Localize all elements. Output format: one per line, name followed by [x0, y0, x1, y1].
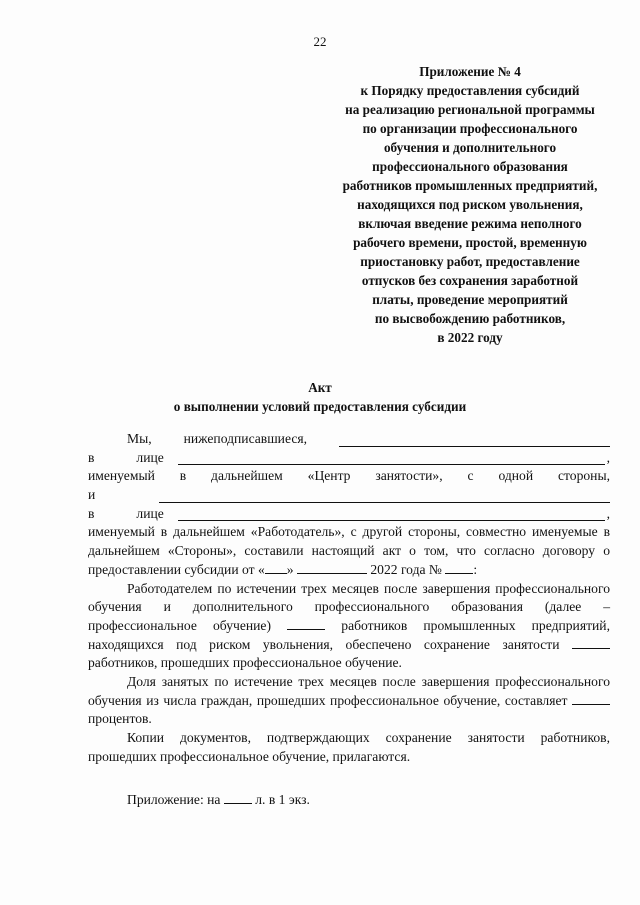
person-word: лице	[136, 505, 164, 521]
appendix-line: Приложение № 4	[419, 64, 521, 79]
named-word: занятости»,	[375, 468, 443, 484]
person-word: лице	[136, 449, 164, 465]
comma: ,	[606, 449, 610, 465]
appendix-line: профессионального образования	[372, 159, 568, 174]
act-body	[88, 430, 610, 809]
attachment-copies: л. в 1 экз.	[255, 791, 310, 807]
in-word: в	[88, 505, 95, 521]
employer-representative-blank[interactable]	[178, 506, 605, 521]
signatories-row	[88, 430, 610, 449]
employment-paragraph	[88, 580, 610, 674]
employment-text-mid: работников промышленных предприятий, находящихся под риском увольнения, обеспечено сохранение занятости	[88, 617, 610, 652]
pages-count-blank[interactable]	[224, 791, 252, 804]
named-word: именуемый	[88, 468, 155, 484]
named-word: одной	[498, 468, 534, 484]
year-text: 2022 года №	[370, 561, 442, 577]
appendix-line: приостановку работ, предоставление	[360, 254, 580, 269]
act-title-block	[0, 378, 640, 416]
center-representative-blank[interactable]	[178, 450, 605, 465]
named-word: с	[467, 468, 474, 484]
undersigned-word: нижеподписавшиеся,	[183, 430, 308, 446]
retained-workers-count-blank[interactable]	[572, 636, 610, 649]
trained-workers-count-blank[interactable]	[287, 617, 325, 630]
colon: :	[473, 561, 478, 577]
act-subtitle: о выполнении условий предоставления субсидии	[173, 399, 467, 414]
appendix-line: рабочего времени, простой, временную	[353, 235, 587, 250]
attachment-text: Приложение: на	[127, 791, 221, 807]
employer-name-row	[88, 486, 610, 505]
appendix-line: на реализацию региональной программы	[345, 102, 595, 117]
center-named-row	[88, 467, 610, 486]
percent-word: процентов.	[88, 711, 152, 727]
we-word: Мы,	[127, 430, 152, 446]
quote-close: »	[286, 561, 294, 577]
comma: ,	[606, 505, 610, 521]
share-text: Доля занятых по истечение трех месяцев после завершения профессионального обучения из числа граждан, прошедших профессиональное обучение, составляет	[88, 674, 610, 708]
named-word: стороны,	[557, 468, 610, 484]
agreement-number-blank[interactable]	[445, 561, 473, 574]
employment-text-end: работников, прошедших профессиональное обучение.	[88, 655, 402, 671]
percent-blank[interactable]	[572, 692, 610, 705]
share-paragraph	[88, 673, 610, 729]
page-number: 22	[313, 34, 327, 49]
documents-paragraph: Копии документов, подтверждающих сохранение занятости работников, прошедших профессиональное обучение, прилагаются.	[88, 730, 610, 764]
appendix-line: обучения и дополнительного	[383, 140, 557, 155]
named-word: «Центр	[307, 468, 351, 484]
appendix-line: находящихся под риском увольнения,	[357, 197, 583, 212]
appendix-line: в 2022 году	[437, 330, 503, 345]
appendix-line: по организации профессионального	[362, 121, 578, 136]
agreement-text: именуемый в дальнейшем «Работодатель», с другой стороны, совместно именуемые в дальнейшем «Стороны», составили настоящий акт о том, что согласно договору о предоставлении субсидии от «	[88, 524, 610, 577]
center-representative-row	[88, 449, 610, 468]
in-word: в	[88, 449, 95, 465]
appendix-line: к Порядку предоставления субсидий	[360, 83, 580, 98]
appendix-line: работников промышленных предприятий,	[342, 178, 598, 193]
appendix-header	[320, 62, 620, 347]
day-blank[interactable]	[265, 561, 287, 574]
act-title: Акт	[308, 380, 332, 395]
employer-name-blank[interactable]	[159, 488, 610, 503]
attachment-line	[88, 791, 610, 810]
appendix-line: по высвобождению работников,	[374, 311, 566, 326]
agreement-paragraph	[88, 523, 610, 579]
appendix-line: включая введение режима неполного	[358, 216, 582, 231]
employment-text-start: Работодателем по истечении трех месяцев после завершения профессионального обучения и дополнительного профессионального образования (далее – профессиональное обучение)	[88, 580, 610, 633]
named-word: в	[179, 468, 187, 484]
month-blank[interactable]	[297, 561, 367, 574]
appendix-line: отпусков без сохранения заработной	[361, 273, 579, 288]
signatories-blank[interactable]	[339, 432, 610, 447]
and-word: и	[88, 487, 96, 503]
named-word: дальнейшем	[211, 468, 283, 484]
appendix-line: платы, проведение мероприятий	[372, 292, 568, 307]
employer-representative-row	[88, 505, 610, 524]
